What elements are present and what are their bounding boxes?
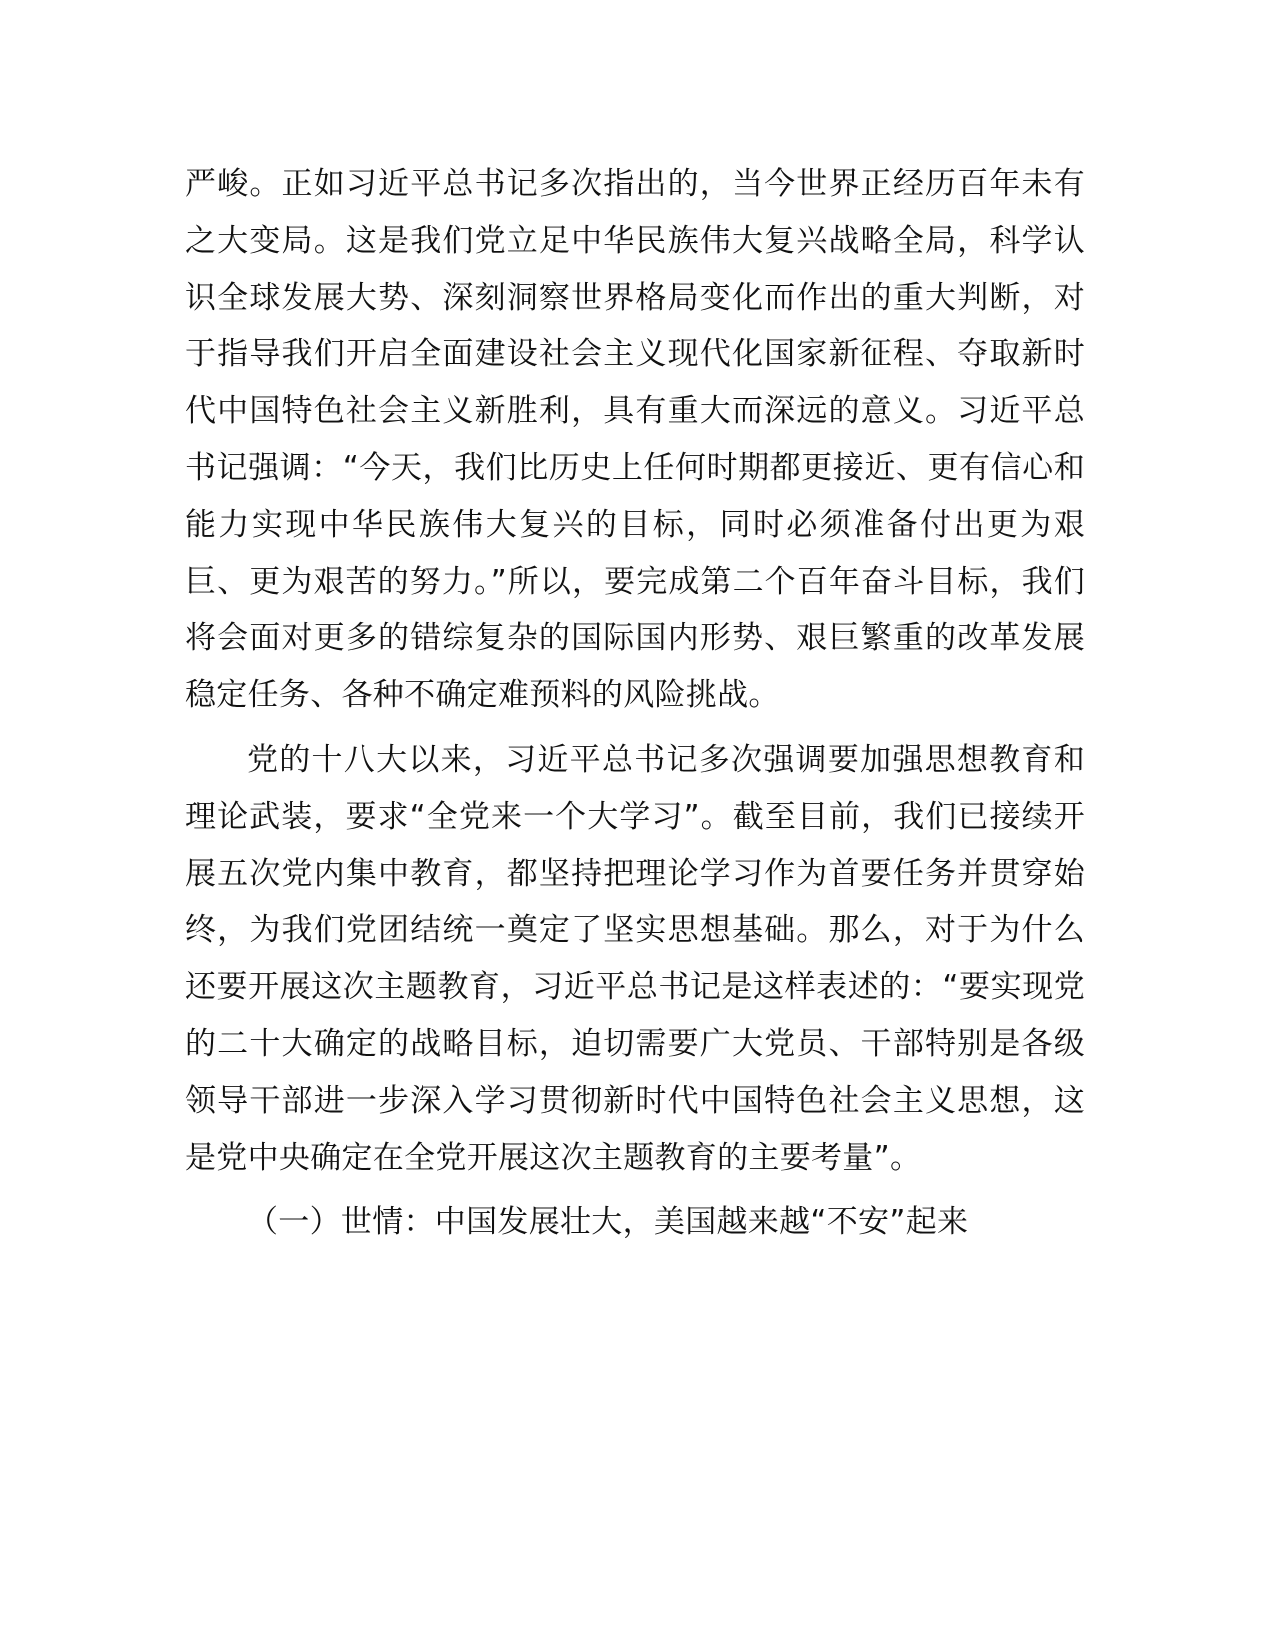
paragraph-continued: 严峻。正如习近平总书记多次指出的，当今世界正经历百年未有之大变局。这是我们党立足中华民族伟大复兴战略全局，科学认识全球发展大势、深刻洞察世界格局变化而作出的重大判断，对于指导我们开启全面建设社会主义现代化国家新征程、夺取新时代中国特色社会主义新胜利，具有重大而深远的意义。习近平总书记强调：“今天，我们比历史上任何时期都更接近、更有信心和能力实现中华民族伟大复兴的目标，同时必须准备付出更为艰巨、更为艰苦的努力。”所以，要完成第二个百年奋斗目标，我们将会面对更多的错综复杂的国际国内形势、艰巨繁重的改革发展稳定任务、各种不确定难预料的风险挑战。 (185, 166, 1085, 714)
paragraph-theory-study: 党的十八大以来，习近平总书记多次强调要加强思想教育和理论武装，要求“全党来一个大学习”。截至目前，我们已接续开展五次党内集中教育，都坚持把理论学习作为首要任务并贯穿始终，为我们党团结统一奠定了坚实思想基础。那么，对于为什么还要开展这次主题教育，习近平总书记是这样表述的：“要实现党的二十大确定的战略目标，迫切需要广大党员、干部特别是各级领导干部进一步深入学习贯彻新时代中国特色社会主义思想，这是党中央确定在全党开展这次主题教育的主要考量”。 (185, 741, 1085, 1176)
section-heading: （一）世情：中国发展壮大，美国越来越“不安”起来 (247, 1204, 969, 1241)
document-body (185, 156, 1085, 1251)
